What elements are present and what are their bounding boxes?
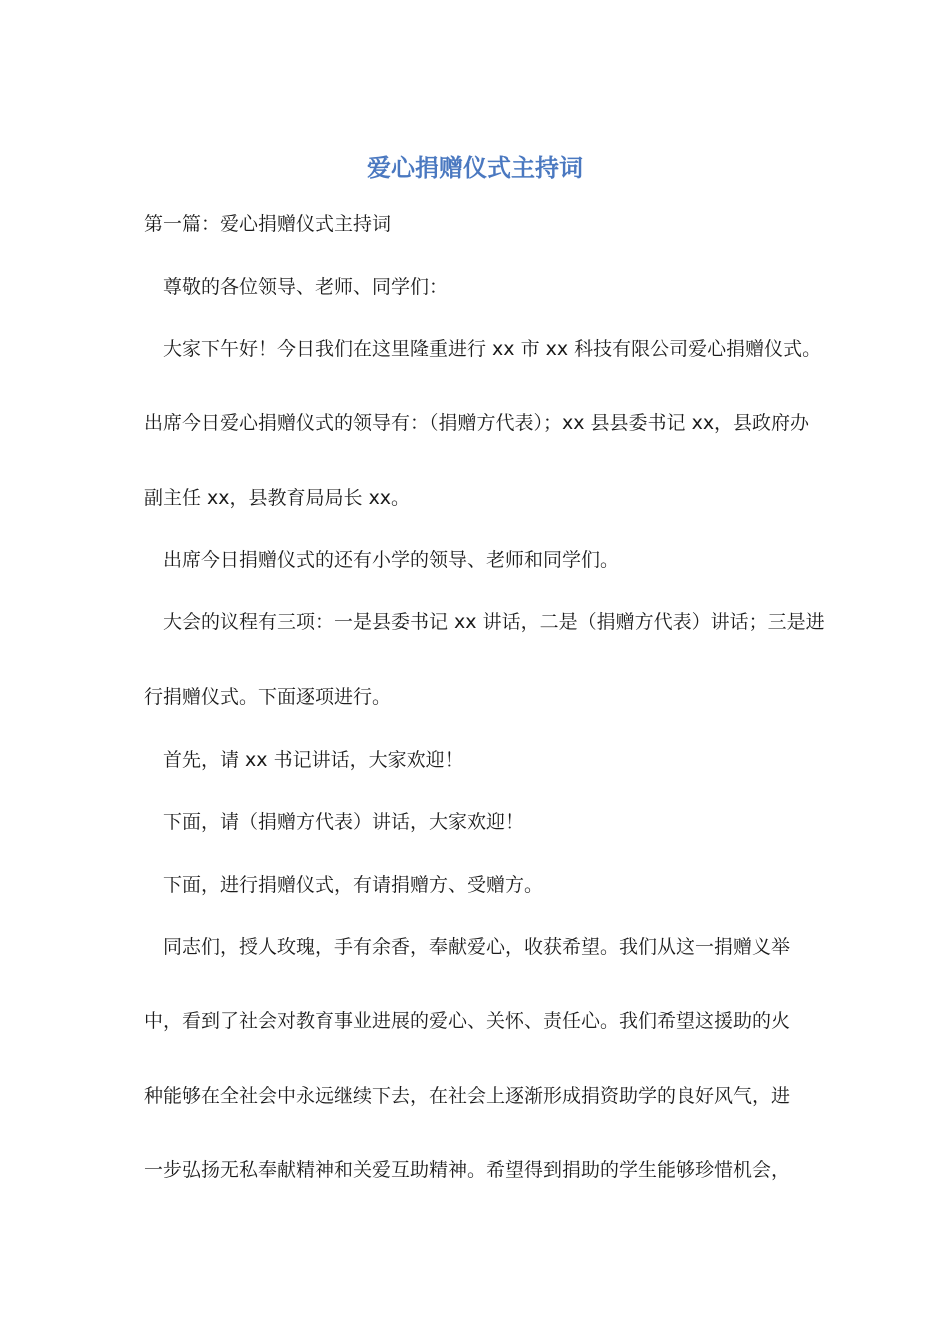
- paragraph-line: 下面，请（捐赠方代表）讲话，大家欢迎！: [163, 811, 525, 833]
- paragraph-line: 出席今日爱心捐赠仪式的领导有：（捐赠方代表）；xx 县县委书记 xx，县政府办: [144, 412, 810, 434]
- document-title: 爱心捐赠仪式主持词: [367, 153, 583, 182]
- paragraph-line: 下面，进行捐赠仪式，有请捐赠方、受赠方。: [163, 874, 544, 896]
- paragraph-line: 大家下午好！今日我们在这里隆重进行 xx 市 xx 科技有限公司爱心捐赠仪式。: [163, 338, 822, 360]
- paragraph-line: 同志们，授人玫瑰，手有余香，奉献爱心，收获希望。我们从这一捐赠义举: [163, 936, 791, 958]
- paragraph-line: 首先，请 xx 书记讲话，大家欢迎！: [163, 749, 464, 771]
- paragraph-line: 一步弘扬无私奉献精神和关爱互助精神。希望得到捐助的学生能够珍惜机会，: [144, 1159, 791, 1181]
- paragraph-line: 副主任 xx，县教育局局长 xx。: [144, 487, 411, 509]
- paragraph-line: 出席今日捐赠仪式的还有小学的领导、老师和同学们。: [163, 549, 620, 571]
- section-heading: 第一篇：爱心捐赠仪式主持词: [144, 213, 392, 235]
- paragraph-line: 行捐赠仪式。下面逐项进行。: [144, 686, 392, 708]
- paragraph-line: 中，看到了社会对教育事业进展的爱心、关怀、责任心。我们希望这援助的火: [144, 1010, 791, 1032]
- paragraph-line: 种能够在全社会中永远继续下去，在社会上逐渐形成捐资助学的良好风气，进: [144, 1085, 791, 1107]
- salutation-line: 尊敬的各位领导、老师、同学们：: [163, 276, 449, 298]
- paragraph-line: 大会的议程有三项：一是县委书记 xx 讲话，二是（捐赠方代表）讲话；三是进: [163, 611, 825, 633]
